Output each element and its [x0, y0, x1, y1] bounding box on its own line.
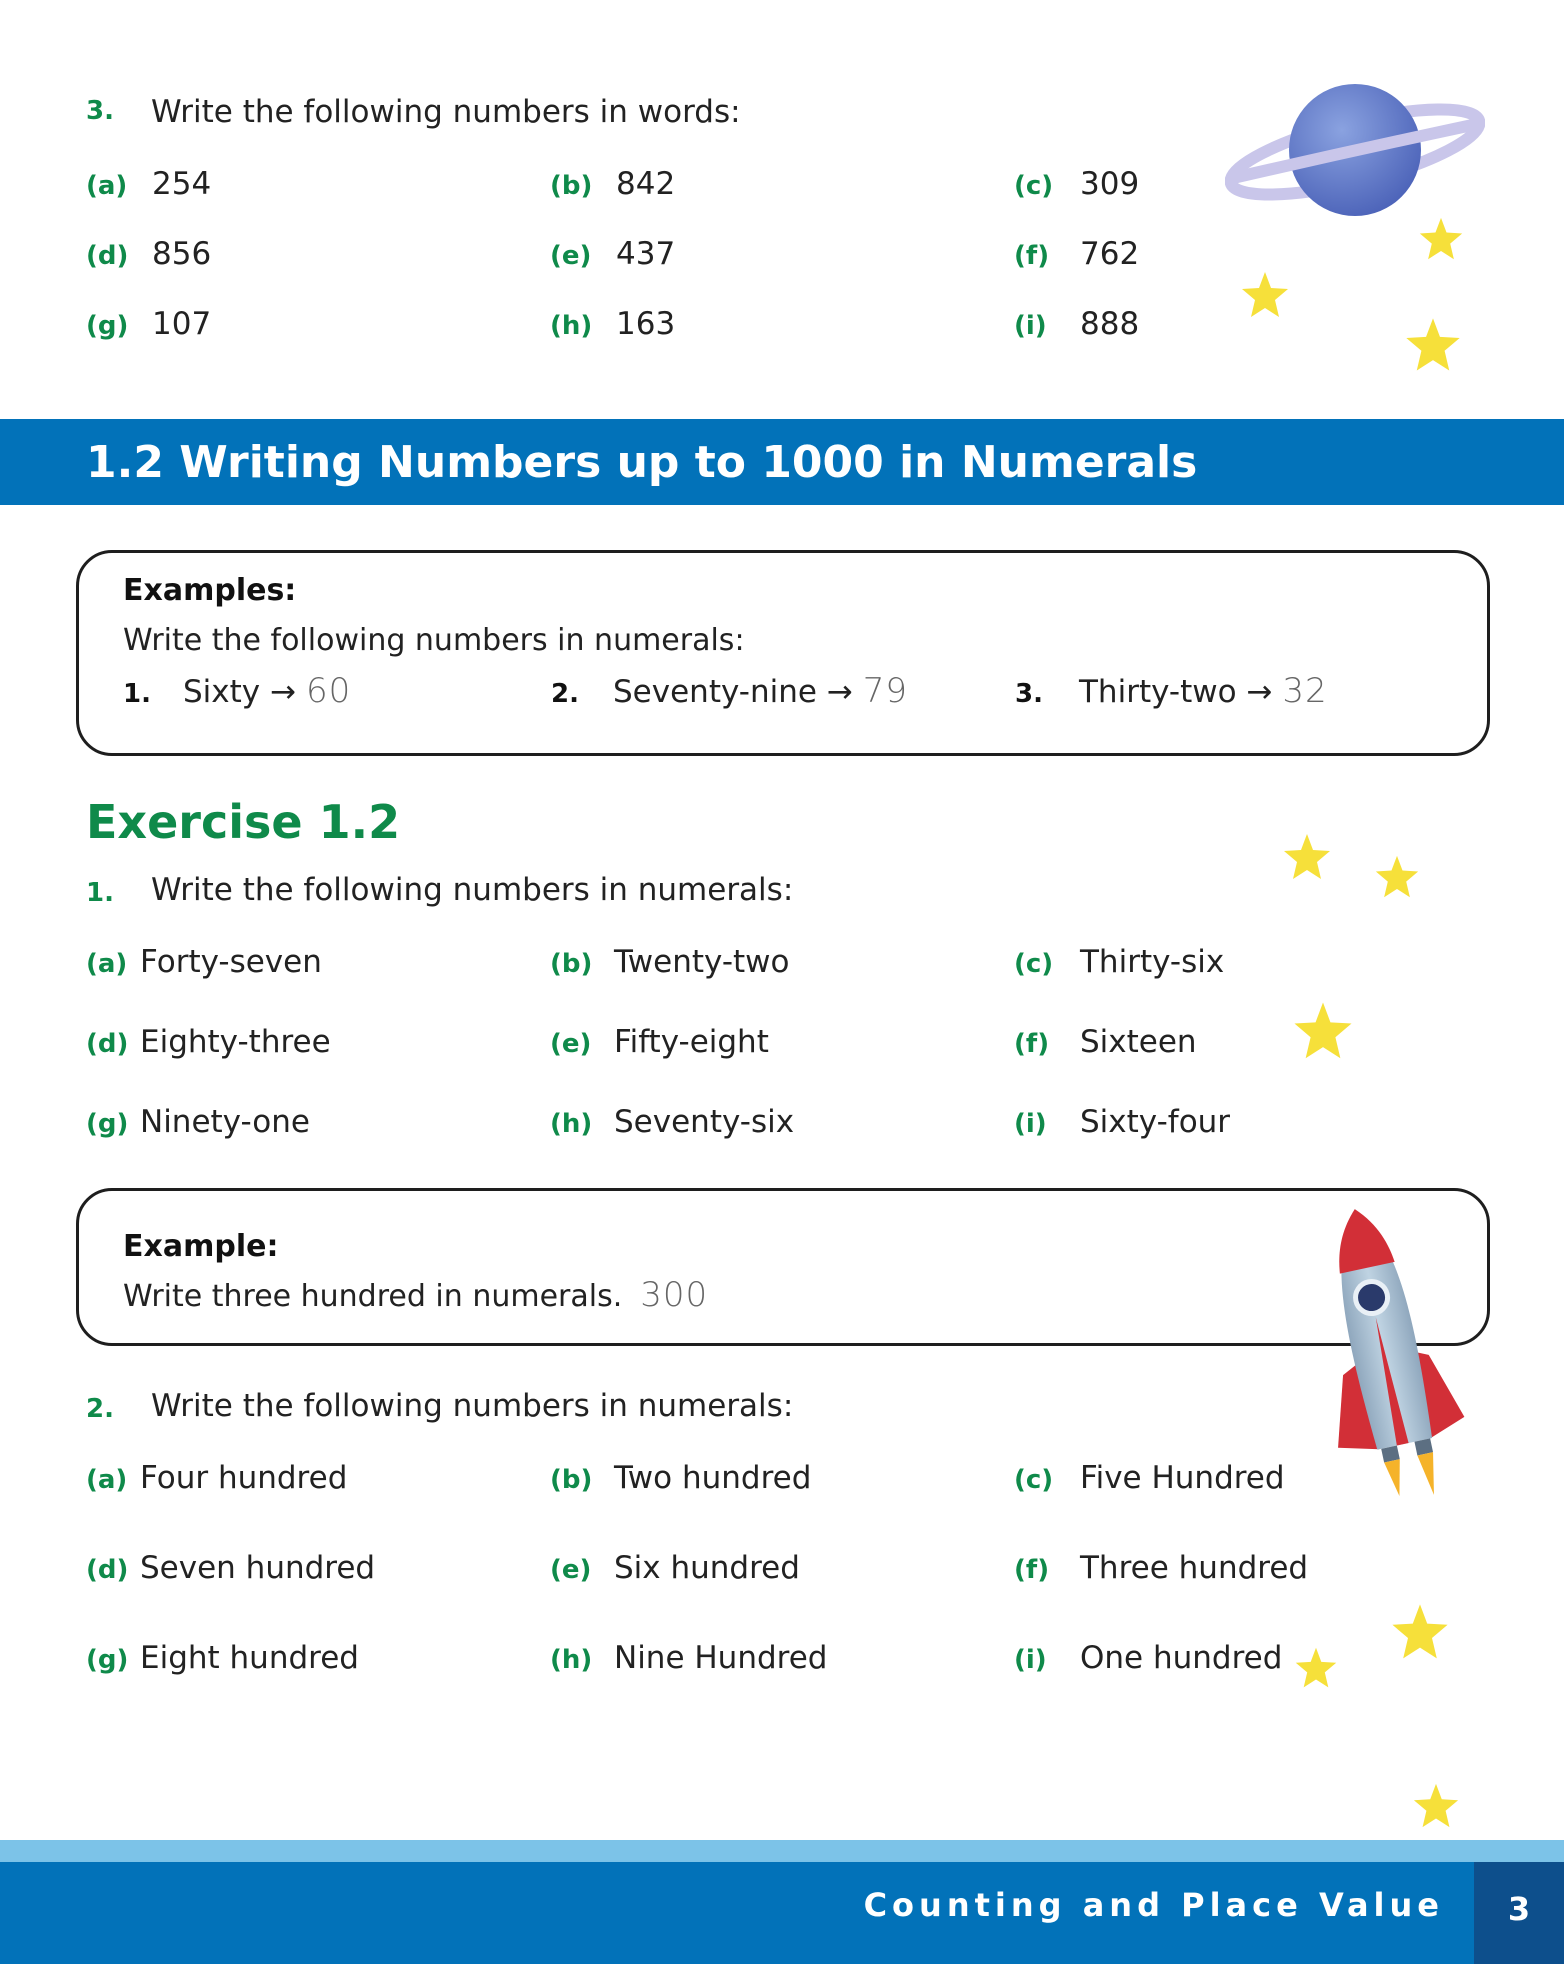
list-item: [1014, 306, 1139, 342]
item-label: (a): [86, 1465, 128, 1495]
example-box: [76, 1188, 1490, 1346]
item-label: (i): [1014, 311, 1047, 341]
item-label: (f): [1014, 1555, 1050, 1585]
page-number-box: [1474, 1862, 1564, 1964]
question-3-text: Write the following numbers in words:: [151, 94, 741, 130]
item-value: Four hundred: [140, 1460, 348, 1496]
item-label: (c): [1014, 1465, 1054, 1495]
list-item: [1014, 236, 1139, 272]
item-value: Fifty-eight: [614, 1024, 769, 1060]
example-number: 1.: [123, 679, 151, 709]
example-number: 3.: [1015, 679, 1043, 709]
item-label: (c): [1014, 171, 1054, 201]
item-value: 254: [152, 166, 212, 202]
item-label: (g): [86, 311, 129, 341]
example-text: Thirty-two →: [1079, 674, 1273, 710]
section-banner: [0, 419, 1564, 505]
list-item: [86, 944, 322, 980]
list-item: [550, 166, 675, 202]
list-item: [86, 166, 211, 202]
list-item: [550, 1550, 800, 1586]
item-label: (e): [550, 1029, 592, 1059]
item-label: (e): [550, 241, 592, 271]
star-icon: [1294, 1646, 1338, 1690]
item-label: (i): [1014, 1645, 1047, 1675]
example-answer: 300: [640, 1275, 709, 1315]
exercise-title: Exercise 1.2: [86, 795, 401, 849]
item-label: (h): [550, 1109, 593, 1139]
item-value: 163: [616, 306, 676, 342]
list-item: [86, 1550, 375, 1586]
item-label: (g): [86, 1645, 129, 1675]
list-item: [86, 1024, 331, 1060]
question-text: Write the following numbers in numerals:: [151, 1388, 794, 1424]
list-item: [86, 1104, 310, 1140]
question-3: [86, 96, 114, 126]
item-label: (b): [550, 1465, 593, 1495]
section-title: 1.2 Writing Numbers up to 1000 in Numerals: [86, 437, 1198, 488]
example-item: [123, 671, 351, 711]
star-icon: [1282, 832, 1332, 882]
item-value: Ninety-one: [140, 1104, 310, 1140]
item-label: (b): [550, 949, 593, 979]
item-value: Nine Hundred: [614, 1640, 828, 1676]
list-item: [86, 1640, 359, 1676]
item-label: (d): [86, 1029, 129, 1059]
item-value: Three hundred: [1080, 1550, 1309, 1586]
list-item: [86, 236, 211, 272]
item-value: Five Hundred: [1080, 1460, 1285, 1496]
star-icon: [1390, 1602, 1450, 1662]
list-item: [86, 1460, 347, 1496]
item-value: 107: [152, 306, 212, 342]
item-label: (h): [550, 311, 593, 341]
item-value: 842: [616, 166, 676, 202]
list-item: [1014, 1640, 1282, 1676]
item-label: (d): [86, 1555, 129, 1585]
item-label: (f): [1014, 241, 1050, 271]
example-answer: 32: [1282, 671, 1328, 711]
star-icon: [1412, 1782, 1460, 1830]
list-item: [550, 1024, 769, 1060]
item-label: (e): [550, 1555, 592, 1585]
example-item: [1015, 671, 1328, 711]
example-line: [123, 1275, 708, 1315]
item-label: (i): [1014, 1109, 1047, 1139]
list-item: [550, 1104, 794, 1140]
item-label: (a): [86, 171, 128, 201]
footer-stripe: [0, 1840, 1564, 1862]
item-value: 888: [1080, 306, 1140, 342]
item-value: 309: [1080, 166, 1140, 202]
item-label: (a): [86, 949, 128, 979]
item-label: (h): [550, 1645, 593, 1675]
item-value: Sixteen: [1080, 1024, 1197, 1060]
item-value: One hundred: [1080, 1640, 1283, 1676]
item-value: 762: [1080, 236, 1140, 272]
item-value: 437: [616, 236, 676, 272]
list-item: [550, 306, 675, 342]
list-item: [1014, 944, 1224, 980]
item-label: (f): [1014, 1029, 1050, 1059]
list-item: [1014, 1550, 1308, 1586]
item-value: Twenty-two: [614, 944, 790, 980]
list-item: [86, 306, 211, 342]
item-label: (c): [1014, 949, 1054, 979]
example-text: Write three hundred in numerals.: [123, 1279, 623, 1314]
item-value: Six hundred: [614, 1550, 800, 1586]
item-value: Seven hundred: [140, 1550, 376, 1586]
examples-box: [76, 550, 1490, 756]
star-icon: [1240, 270, 1290, 320]
question-number: 3.: [86, 96, 114, 126]
item-value: 856: [152, 236, 212, 272]
example-answer: 60: [305, 671, 352, 711]
item-value: Two hundred: [614, 1460, 812, 1496]
list-item: [1014, 1460, 1285, 1496]
example-text: Sixty →: [183, 674, 296, 710]
list-item: [1014, 1024, 1197, 1060]
question-number: 1.: [86, 878, 114, 908]
list-item: [550, 944, 790, 980]
footer: [0, 1862, 1564, 1964]
item-label: (d): [86, 241, 129, 271]
examples-heading: Examples:: [123, 573, 297, 608]
question-number: 2.: [86, 1394, 114, 1424]
examples-instruction: Write the following numbers in numerals:: [123, 623, 745, 658]
star-icon: [1404, 316, 1462, 374]
chapter-title: Counting and Place Value: [863, 1886, 1444, 1924]
item-value: Eighty-three: [140, 1024, 331, 1060]
item-label: (b): [550, 171, 593, 201]
list-item: [550, 236, 675, 272]
planet-illustration: [1225, 80, 1485, 220]
item-value: Forty-seven: [140, 944, 322, 980]
list-item: [1014, 166, 1139, 202]
list-item: [550, 1640, 827, 1676]
rocket-illustration: [1300, 1196, 1470, 1516]
example-item: [551, 671, 908, 711]
list-item: [550, 1460, 811, 1496]
example-heading: Example:: [123, 1229, 279, 1264]
item-value: Eight hundred: [140, 1640, 359, 1676]
list-item: [1014, 1104, 1230, 1140]
item-value: Thirty-six: [1080, 944, 1225, 980]
star-icon: [1418, 216, 1464, 262]
star-icon: [1292, 1000, 1354, 1062]
example-answer: 79: [862, 671, 909, 711]
item-value: Sixty-four: [1080, 1104, 1231, 1140]
question-text: Write the following numbers in numerals:: [151, 872, 794, 908]
star-icon: [1374, 854, 1420, 900]
page-number: 3: [1507, 1890, 1531, 1928]
item-label: (g): [86, 1109, 129, 1139]
item-value: Seventy-six: [614, 1104, 795, 1140]
example-text: Seventy-nine →: [613, 674, 853, 710]
example-number: 2.: [551, 679, 579, 709]
